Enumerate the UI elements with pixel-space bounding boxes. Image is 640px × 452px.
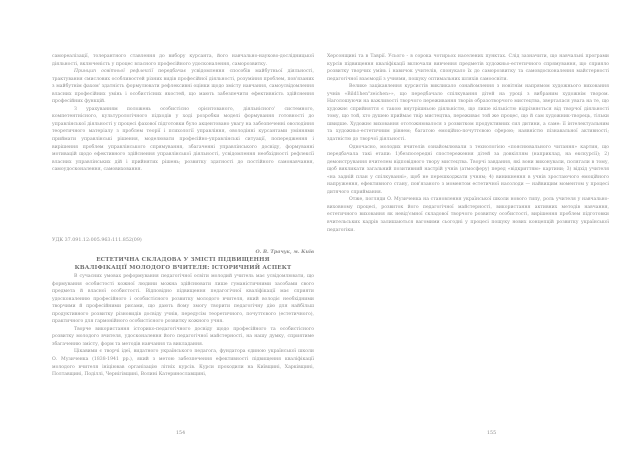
paragraph: Одночасно, молодих вчителів ознайомлювали з технологією «пояснювального читання» картин, що передбачала такі етапи: 1)безпосередні спостереження дітей за довкіллям (наприклад, на екскурсії); 2) демонстрування вчителем відповідного твору мистецтва. Творчі завдання, які вони виконували, полягали в тому, щоб викликати загальний позитивний настрій учнів (атмосферу) перед «відкриттям» картини; 3) відхід учителя «на задній план у спілкуванні», щоб не перешкоджати учням; 4) виникнення в учнів зростаючого емоційного напруження, ефективного стану, пов'язаного з моментом естетичної насолоди — найвищим моментом у процесі дитячого сприймання. — [327, 144, 609, 195]
paragraph: Херсонщині та в Таврії. Усього - в сорока чотирьох населених пунктах. Слід зазначити, що навчальні програми курсів підвищення кваліфікації включали вивчення предметів художньо-естетичного спрямування, що сприяло розвитку творчих умінь і навичок учителів, спонукало їх до саморозвитку та самовдосконалення майстерності педагогічної взаємодії з учнями, пошуку оптимальних шляхів самоосвіти. — [327, 54, 609, 82]
paragraph-principle — [52, 68, 314, 106]
article-title — [52, 256, 314, 272]
principle-text: передбачає усвідомлення способів майбутньої діяльності, трактування смислових особливостей різних видів професійної діяльності, розуміння проблем, пов'язаних з майбутнім фахом' здатність формулювати рефлексивні оцінки щодо змісту навчання, самоусвідомлення власних професійних умінь і особистісних якостей, що мають забезпечити ефективність здійснення професійних функцій. — [52, 69, 314, 105]
right-page — [320, 0, 640, 452]
title-line: КВАЛІФІКАЦІЇ МОЛОДОГО ВЧИТЕЛЯ: ІСТОРИЧНИЙ АСПЕКТ — [74, 265, 292, 271]
paragraph: Отже, погляди О. Музиченка на становлення української школи нового типу, роль учителя у навчально-виховному процесі, розвиток його педагогічної майстерності, використання активних методів навчання, естетичного виховання як невід'ємної складової творчого розвитку особистості, вирішення проблем підготовки вчительських кадрів залишаються вагомими сьогодні у процесі пошуку нових концепцій розвитку української педагогіки. — [327, 197, 609, 233]
paragraph: самореалізації, толерантного ставлення до вибору курсанта, його навчально-науково-дослідницької діяльності, включеність у процес власного професійного удосконалення, саморозвитку. — [52, 54, 314, 67]
paragraph: З урахуванням положень особистісно орієнтованого, діяльнісного' системного, компетентнісного, культурологічного підходів у ході розробки моделі формування готовності до управлінської діяльності у процесі фахової підготовки було акцентовано увагу на забезпеченні оволодіння теоретичного матеріалу з проблем теорії і психології управління, оволодінні курсантами уміннями приймати управлінські рішення, моделювати професійно-управлінські ситуації, попередження і вирішення проблем управлінського спрямування, збагаченні управлінського досвіду, формуванні мотивацій щодо ефективного здійснення управлінської діяльності, усвідомлення необхідності рефлексії власних управлінських дій і прийнятих рішень; розвитку здатності до постійного самонавчання, самоудосконалення, самовиховання. — [52, 106, 314, 173]
left-top-text — [52, 53, 314, 174]
principle-label: Принцип освітньої рефлексії — [74, 69, 153, 75]
page-number: 155 — [487, 431, 497, 436]
left-body-text — [52, 273, 314, 379]
udc-code: УДК 37.091.12:005.963:111.852(09) — [52, 238, 142, 243]
article-author: О. В. Трачук, м. Київ — [255, 249, 314, 255]
paragraph: Цікавими є творчі ідеї, видатного українського педагога, фундатора єдиною української школи О. Музиченка (1838-1941 рр.), який з метою забезпечення ефективності підвищення кваліфікації молодого вчителя ініціював організацію літніх курсів. Курси проходили на Київщині, Харківщині, Полтавщині, Поділлі, Чернігівщині, Волині Катеринославщині, — [52, 349, 314, 378]
paragraph: Велике зацікавлення курсистів викликало ознайомлення з новітнім напрямом художнього виховання учнів «Bild1hen"zeichen»», що передбачало спілкування дітей на уроці з вибраним художнім твором. Наголошуючи на важливості творчого переживання творів образотворчого мистецтва, зверталася увага на те, що художнє сприйняття є такою внутрішньою діяльністю, що лише кількістю відрізняється від творчої діяльності тому, що той, хто душею приймає твір мистецтва, переживає той же процес, що й сам художник-творець, тільки швидше. Художнє виховання ототожнювалося з розвитком продуктивних сил дитини, а саме: її інтелектуальним та художньо-естетичним рівнем; багатою емоційно-почуттєвою сферою; наявністю пізнавальної активності; здатністю до творчої діяльності. — [327, 84, 609, 143]
title-line: ЕСТЕТИЧНА СКЛАДОВА У ЗМІСТІ ПІДВИЩЕННЯ — [96, 257, 270, 263]
paragraph: Творче використання історико-педагогічного досвіду щодо професійного та особистісного розвитку молодого вчителя, удосконалення його педагогічної майстерності, на нашу думку, сприятиме збагаченню змісту, форм та методів навчання та викладання. — [52, 326, 314, 347]
right-text — [327, 53, 609, 234]
page-number: 154 — [176, 431, 186, 436]
paragraph: В сучасних умовах реформування педагогічної освіти молодий учитель має усвідомлювати, що формування особистості кожної людини можна здійснювати лише гуманістичними засобами свого предмета й власної особистості. Відповідно підвищення педагогічної кваліфікації має сприяти удосконаленню професійного і особистісного розвитку молодого вчителя, який володіє необхідними творчими й професійними рисами, що дають йому змогу творити педагогічну дію для найбільш продуктивного розвитку різновидів досвіду учнів, передусім теоретичного, почуттєвого (естетичного), практичного для гармонійного особистісного розвитку кожного учня. — [52, 274, 314, 325]
